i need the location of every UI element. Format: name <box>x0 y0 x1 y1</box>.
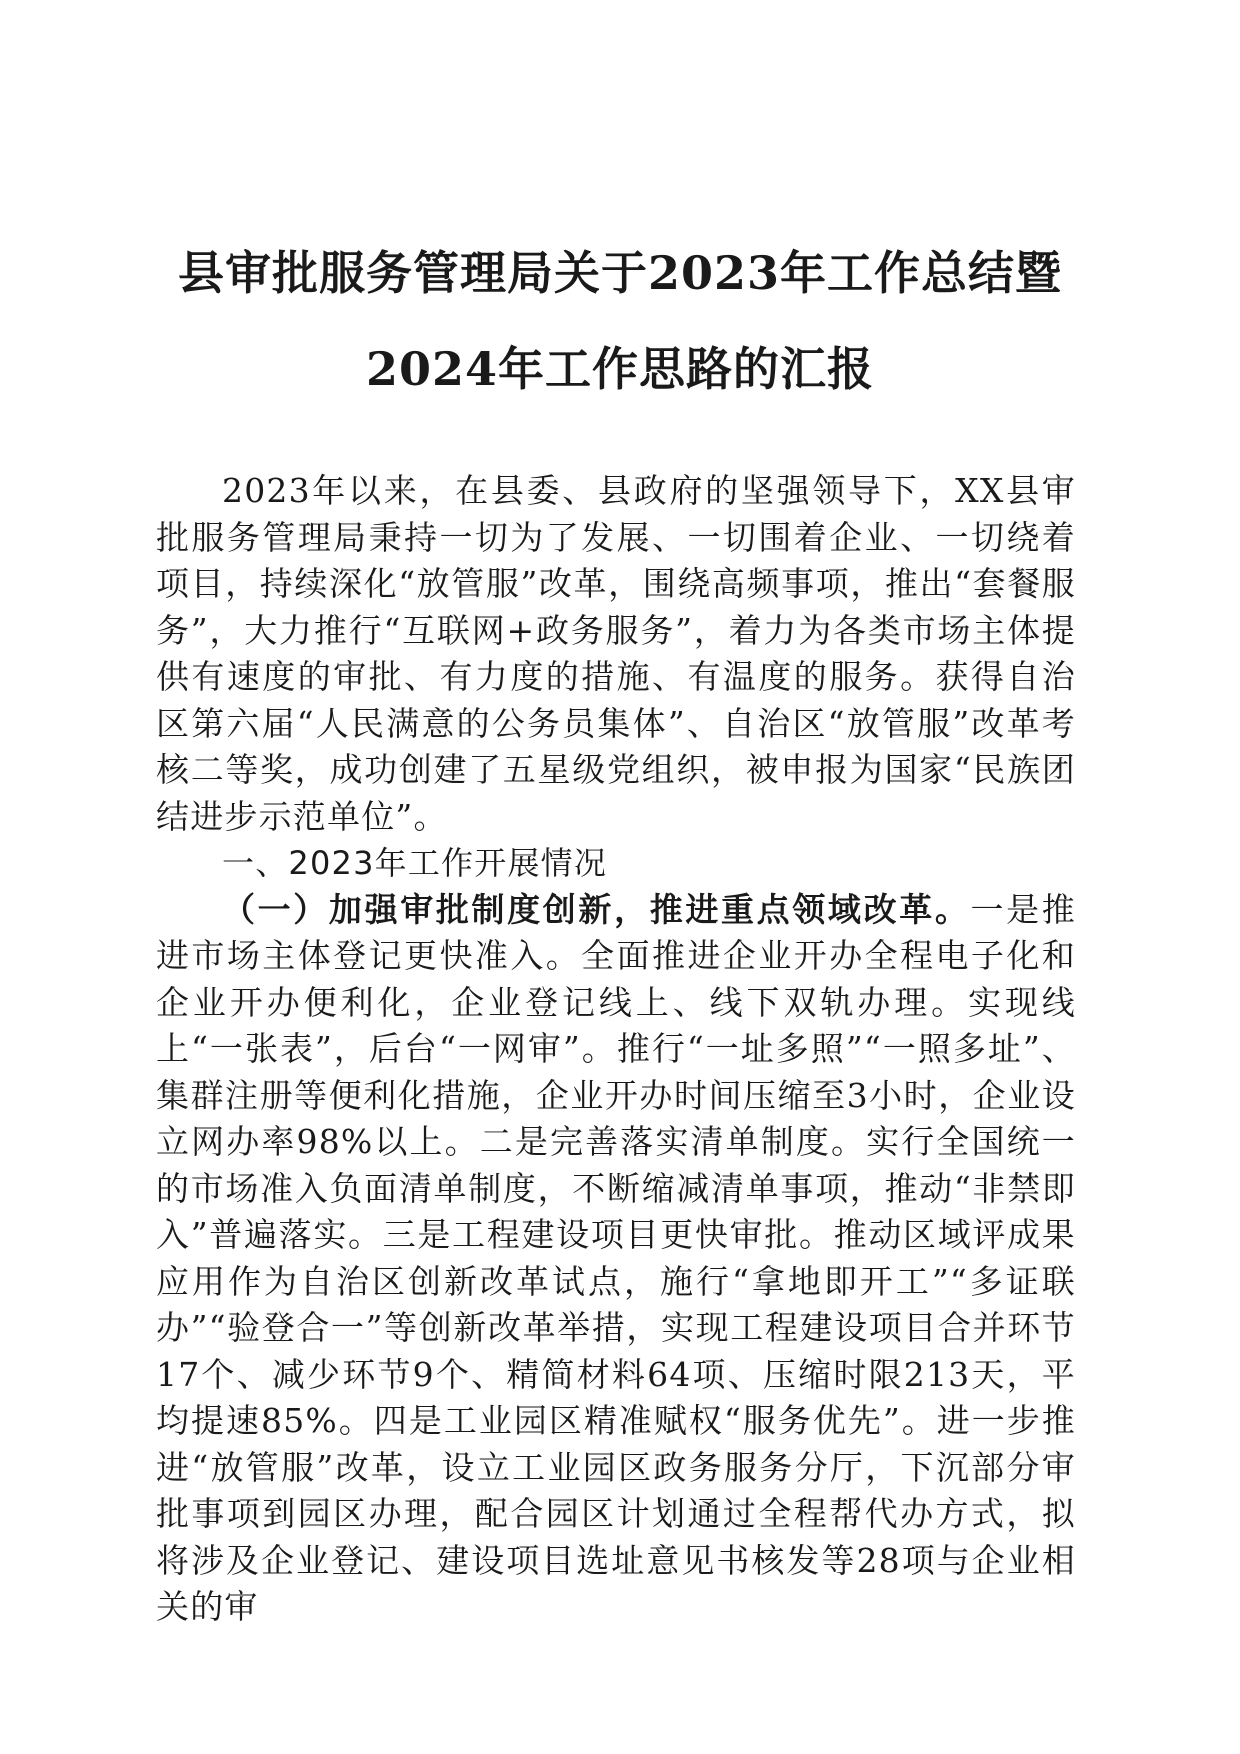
title-line-1: 县审批服务管理局关于2023年工作总结暨 <box>177 246 1063 300</box>
title-line-2: 2024年工作思路的汇报 <box>365 342 875 396</box>
subsection-heading-1: （一）加强审批制度创新，推进重点领域改革。 <box>222 889 971 929</box>
intro-paragraph: 2023年以来，在县委、县政府的坚强领导下，XX县审批服务管理局秉持一切为了发展、一切围着企业、一切绕着项目，持续深化“放管服”改革，围绕高频事项，推出“套餐服务”，大力推行“互联网+政务服务”，着力为各类市场主体提供有速度的审批、有力度的措施、有温度的服务。获得自治区第六届“人民满意的公务员集体”、自治区“放管服”改革考核二等奖，成功创建了五星级党组织，被申报为国家“民族团结进步示范单位”。 <box>156 471 1076 836</box>
section-heading-1: 一、2023年工作开展情况 <box>222 844 608 882</box>
document-title <box>0 225 1240 417</box>
document-body <box>156 468 1076 1631</box>
subsection-paragraph-1 <box>156 887 1076 1631</box>
subsection-body-1: 一是推进市场主体登记更快准入。全面推进企业开办全程电子化和企业开办便利化，企业登记线上、线下双轨办理。实现线上“一张表”，后台“一网审”。推行“一址多照”“一照多址”、集群注册等便利化措施，企业开办时间压缩至3小时，企业设立网办率98%以上。二是完善落实清单制度。实行全国统一的市场准入负面清单制度，不断缩减清单事项，推动“非禁即入”普遍落实。三是工程建设项目更快审批。推动区域评成果应用作为自治区创新改革试点，施行“拿地即开工”“多证联办”“验登合一”等创新改革举措，实现工程建设项目合并环节17个、减少环节9个、精简材料64项、压缩时限213天，平均提速85%。四是工业园区精准赋权“服务优先”。进一步推进“放管服”改革，设立工业园区政务服务分厅，下沉部分审批事项到园区办理，配合园区计划通过全程帮代办方式，拟将涉及企业登记、建设项目选址意见书核发等28项与企业相关的审 <box>156 889 1077 1626</box>
